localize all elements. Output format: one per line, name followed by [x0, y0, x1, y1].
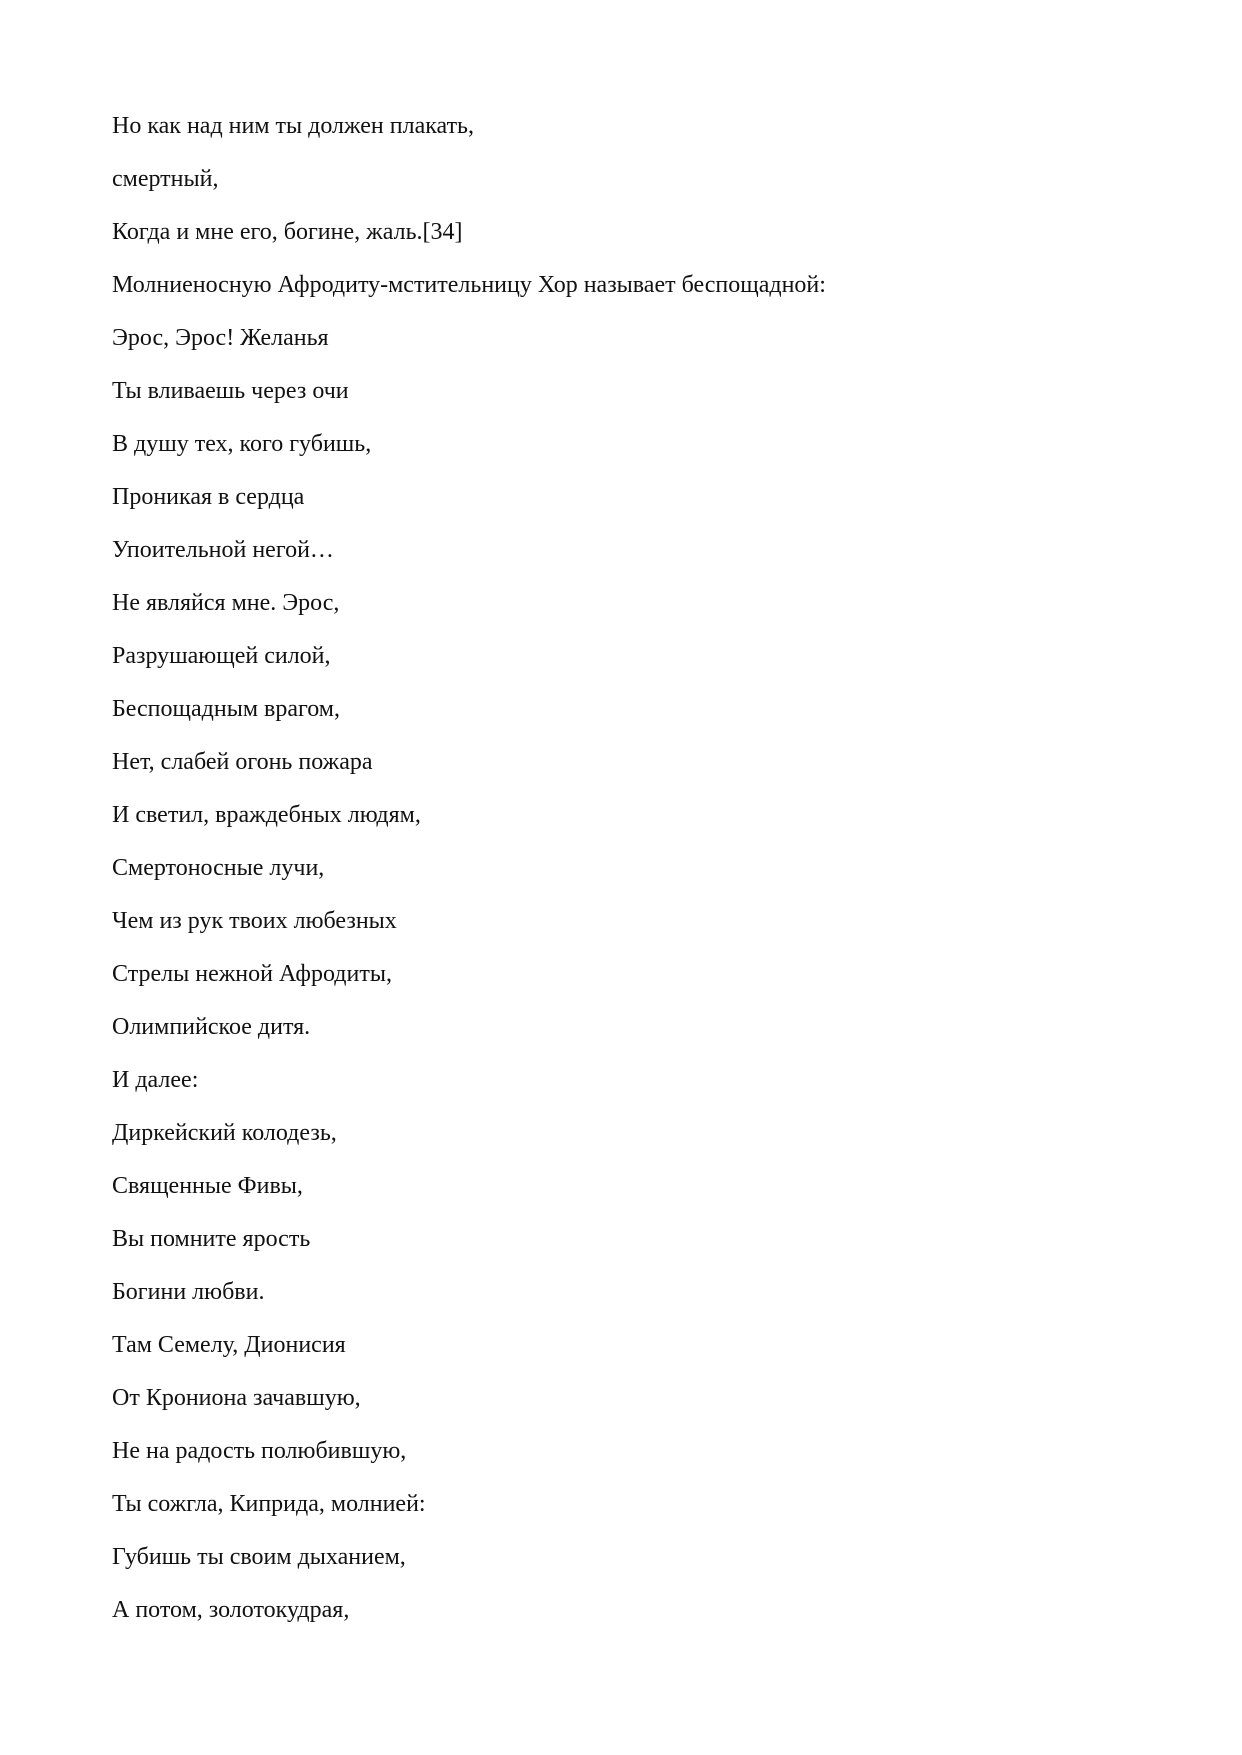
- text-line: Диркейский колодезь,: [112, 1120, 337, 1146]
- text-line: Богини любви.: [112, 1279, 265, 1305]
- text-line: Разрушающей силой,: [112, 643, 331, 669]
- text-line: Ты сожгла, Киприда, молнией:: [112, 1491, 426, 1517]
- text-line: Эрос, Эрос! Желанья: [112, 325, 329, 351]
- text-line: Ты вливаешь через очи: [112, 378, 349, 404]
- text-line: Смертоносные лучи,: [112, 855, 325, 881]
- text-line: Стрелы нежной Афродиты,: [112, 961, 392, 987]
- text-line: Не являйся мне. Эрос,: [112, 590, 340, 616]
- text-line: Когда и мне его, богине, жаль.[34]: [112, 219, 463, 245]
- text-line: Губишь ты своим дыханием,: [112, 1544, 406, 1570]
- text-line: А потом, золотокудрая,: [112, 1597, 350, 1623]
- text-line: И далее:: [112, 1067, 199, 1093]
- text-body: [112, 106, 826, 1643]
- text-line: И светил, враждебных людям,: [112, 802, 421, 828]
- text-line: Нет, слабей огонь пожара: [112, 749, 373, 775]
- text-line: Олимпийское дитя.: [112, 1014, 311, 1040]
- text-line: Не на радость полюбившую,: [112, 1438, 407, 1464]
- text-line: Проникая в сердца: [112, 484, 305, 510]
- text-line: Молниеносную Афродиту-мстительницу Хор называет беспощадной:: [112, 272, 826, 298]
- text-line: В душу тех, кого губишь,: [112, 431, 372, 457]
- text-line: Но как над ним ты должен плакать,: [112, 113, 475, 139]
- text-line: Беспощадным врагом,: [112, 696, 340, 722]
- text-line: Чем из рук твоих любезных: [112, 908, 397, 934]
- text-line: Священные Фивы,: [112, 1173, 303, 1199]
- text-line: От Крониона зачавшую,: [112, 1385, 361, 1411]
- text-line: смертный,: [112, 166, 219, 192]
- text-line: Там Семелу, Дионисия: [112, 1332, 346, 1358]
- text-line: Вы помните ярость: [112, 1226, 311, 1252]
- text-line: Упоительной негой…: [112, 537, 334, 563]
